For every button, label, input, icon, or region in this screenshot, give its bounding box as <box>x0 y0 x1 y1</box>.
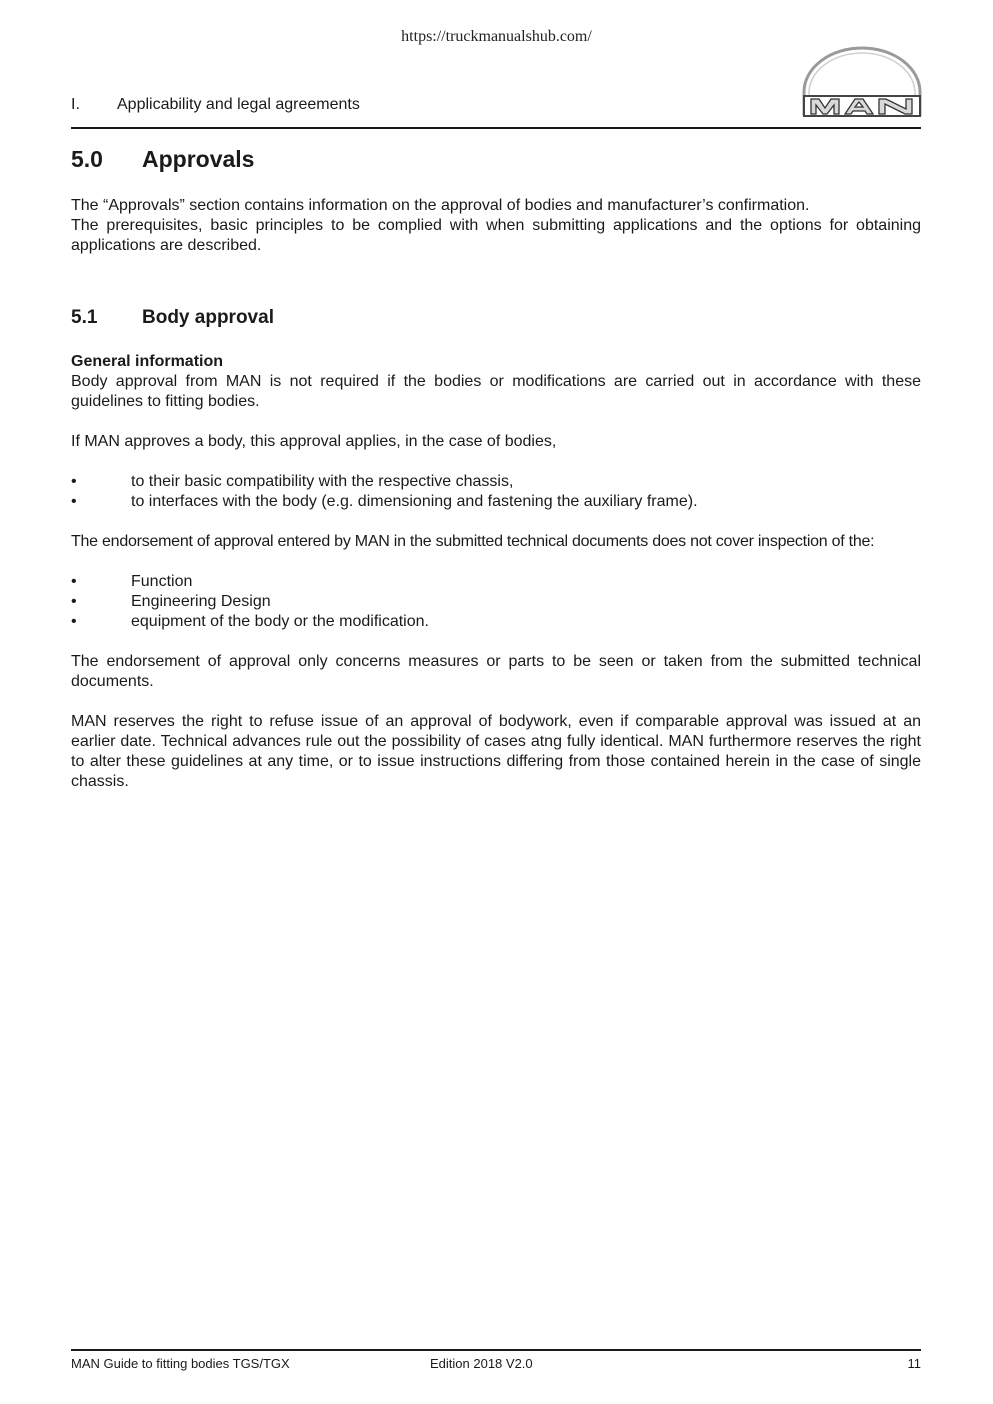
list-item: • to interfaces with the body (e.g. dimensioning and fastening the auxiliary frame). <box>71 493 698 510</box>
bullet-icon: • <box>71 473 77 490</box>
footer-document-title: MAN Guide to fitting bodies TGS/TGX <box>71 1356 290 1371</box>
header-rule <box>71 127 921 129</box>
general-information-heading: General information <box>71 353 224 370</box>
endorsement-list <box>71 572 921 632</box>
list-item: • equipment of the body or the modification. <box>71 613 429 630</box>
bullet-icon: • <box>71 573 77 590</box>
endorsement-scope-paragraph: The endorsement of approval only concerns measures or parts to be seen or taken from the submitted technical documents. <box>71 653 921 690</box>
general-information-text: Body approval from MAN is not required if the bodies or modifications are carried out in accordance with these guidelines to fitting bodies. <box>71 373 921 410</box>
man-logo <box>801 46 923 120</box>
footer-edition: Edition 2018 V2.0 <box>430 1356 533 1371</box>
section-title: Approvals <box>142 146 255 172</box>
subsection-number: 5.1 <box>71 307 98 328</box>
footer-rule <box>71 1349 921 1351</box>
bullet-icon: • <box>71 493 77 510</box>
section-heading <box>71 146 921 176</box>
list-item: • to their basic compatibility with the respective chassis, <box>71 473 514 490</box>
endorsement-intro: The endorsement of approval entered by MAN in the submitted technical documents does not cover inspection of the: <box>71 533 875 550</box>
list-item: • Engineering Design <box>71 593 271 610</box>
intro-paragraph-1: The “Approvals” section contains information on the approval of bodies and manufacturer’s confirmation. <box>71 197 810 214</box>
header-section-title: Applicability and legal agreements <box>117 96 360 113</box>
bullet-icon: • <box>71 593 77 610</box>
page-content <box>71 146 921 792</box>
header-section-number: I. <box>71 96 80 113</box>
bullet-icon: • <box>71 613 77 630</box>
reservation-paragraph: MAN reserves the right to refuse issue of an approval of bodywork, even if comparable approval was issued at an earlier date. Technical advances rule out the possibility of cases atng fully identical. MAN furthermore reserves the right to alter these guidelines at any time, or to issue instructions differing from those contained herein in the case of single chassis. <box>71 713 921 790</box>
approval-list <box>71 472 921 512</box>
subsection-title: Body approval <box>142 307 274 328</box>
approval-intro: If MAN approves a body, this approval applies, in the case of bodies, <box>71 433 557 450</box>
footer-page-number: 11 <box>907 1356 921 1371</box>
intro-paragraph-2: The prerequisites, basic principles to be complied with when submitting applications and the options for obtaining applications are described. <box>71 217 921 254</box>
source-url: https://truckmanualshub.com/ <box>401 28 592 45</box>
subsection-heading <box>71 306 921 330</box>
list-item: • Function <box>71 573 193 590</box>
section-number: 5.0 <box>71 146 103 172</box>
